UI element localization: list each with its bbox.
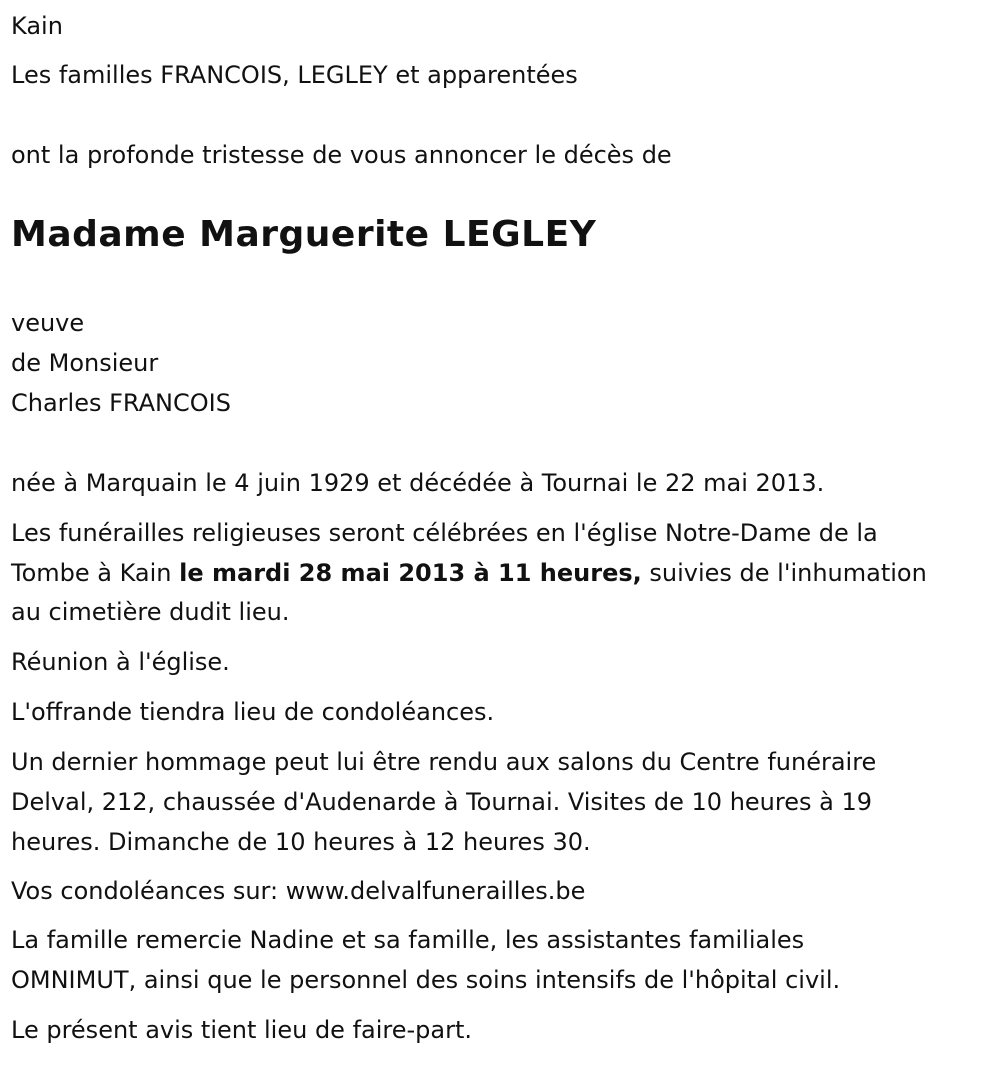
deceased-name: Madame Marguerite LEGLEY — [11, 214, 597, 255]
widow-line-2: de Monsieur — [11, 349, 159, 377]
place-name: Kain — [11, 12, 63, 40]
funeral-line-3: au cimetière dudit lieu. — [11, 598, 290, 626]
funeral-line-2-post: suivies de l'inhumation — [641, 559, 927, 587]
offering-line: L'offrande tiendra lieu de condoléances. — [11, 698, 495, 726]
homage-paragraph — [11, 742, 876, 862]
thanks-line-1: La famille remercie Nadine et sa famille, les assistantes familiales — [11, 926, 805, 954]
birth-death-line: née à Marquain le 4 juin 1929 et décédée à Tournai le 22 mai 2013. — [11, 469, 825, 497]
widow-line-3: Charles FRANCOIS — [11, 389, 231, 417]
widow-line-1: veuve — [11, 309, 85, 337]
funeral-line-2-pre: Tombe à Kain — [11, 559, 180, 587]
announcement-line: ont la profonde tristesse de vous annoncer le décès de — [11, 141, 672, 169]
homage-line-3: heures. Dimanche de 10 heures à 12 heures 30. — [11, 828, 591, 856]
homage-line-2: Delval, 212, chaussée d'Audenarde à Tournai. Visites de 10 heures à 19 — [11, 788, 872, 816]
closing-line: Le présent avis tient lieu de faire-part. — [11, 1016, 473, 1044]
homage-line-1: Un dernier hommage peut lui être rendu aux salons du Centre funéraire — [11, 748, 877, 776]
thanks-line-2: OMNIMUT, ainsi que le personnel des soins intensifs de l'hôpital civil. — [11, 966, 841, 994]
funeral-line-2 — [11, 553, 927, 593]
condolences-line: Vos condoléances sur: www.delvalfunerailles.be — [11, 877, 586, 905]
funeral-paragraph — [11, 513, 927, 632]
families-line: Les familles FRANCOIS, LEGLEY et apparentées — [11, 61, 578, 89]
reunion-line: Réunion à l'église. — [11, 648, 230, 676]
thanks-paragraph — [11, 920, 840, 1000]
funeral-date-time: le mardi 28 mai 2013 à 11 heures, — [179, 559, 642, 587]
funeral-line-1: Les funérailles religieuses seront célébrées en l'église Notre-Dame de la — [11, 519, 878, 547]
